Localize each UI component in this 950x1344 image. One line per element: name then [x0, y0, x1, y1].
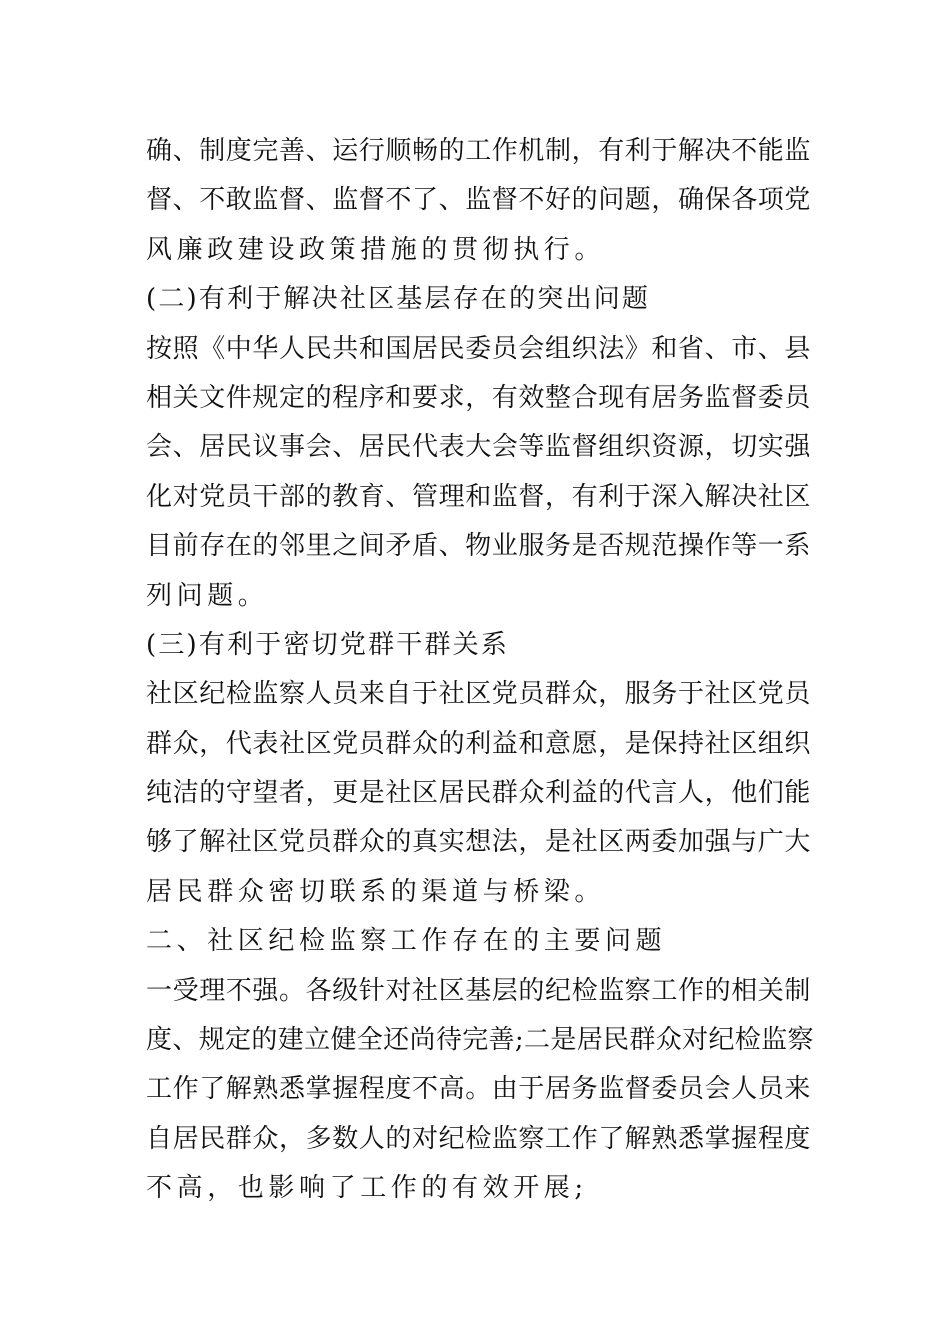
text-line: 化对党员干部的教育、管理和监督，有利于深入解决社区 — [146, 481, 812, 512]
text-line: 度、规定的建立健全还尚待完善;二是居民群众对纪检监察 — [146, 1025, 814, 1056]
section-heading: (二)有利于解决社区基层存在的突出问题 — [146, 284, 651, 315]
text-line: 群众，代表社区党员群众的利益和意愿，是保持社区组织 — [146, 728, 812, 759]
text-line: 会、居民议事会、居民代表大会等监督组织资源，切实强 — [146, 432, 812, 463]
text-line: 不高，也影响了工作的有效开展; — [146, 1173, 588, 1204]
document-body — [146, 127, 816, 1214]
section-heading: (三)有利于密切党群干群关系 — [146, 629, 510, 660]
text-line: 确、制度完善、运行顺畅的工作机制，有利于解决不能监 — [146, 136, 812, 166]
text-line: 自居民群众，多数人的对纪检监察工作了解熟悉掌握程度 — [146, 1123, 812, 1154]
text-line: 督、不敢监督、监督不了、监督不好的问题，确保各项党 — [146, 185, 812, 216]
text-line: 按照《中华人民共和国居民委员会组织法》和省、市、县 — [146, 333, 812, 364]
text-line: 纯洁的守望者，更是社区居民群众利益的代言人，他们能 — [146, 778, 812, 809]
text-line: 列问题。 — [146, 580, 269, 611]
text-line: 工作了解熟悉掌握程度不高。由于居务监督委员会人员来 — [146, 1074, 812, 1105]
section-heading: 二、社区纪检监察工作存在的主要问题 — [146, 926, 667, 957]
text-line: 居民群众密切联系的渠道与桥梁。 — [146, 876, 606, 907]
text-line: 够了解社区党员群众的真实想法，是社区两委加强与广大 — [146, 827, 812, 858]
text-line: 一受理不强。各级针对社区基层的纪检监察工作的相关制 — [146, 975, 812, 1006]
text-line: 风廉政建设政策措施的贯彻执行。 — [146, 234, 606, 265]
text-line: 相关文件规定的程序和要求，有效整合现有居务监督委员 — [146, 382, 812, 413]
text-line: 目前存在的邻里之间矛盾、物业服务是否规范操作等一系 — [146, 531, 812, 562]
text-line: 社区纪检监察人员来自于社区党员群众，服务于社区党员 — [146, 679, 812, 710]
